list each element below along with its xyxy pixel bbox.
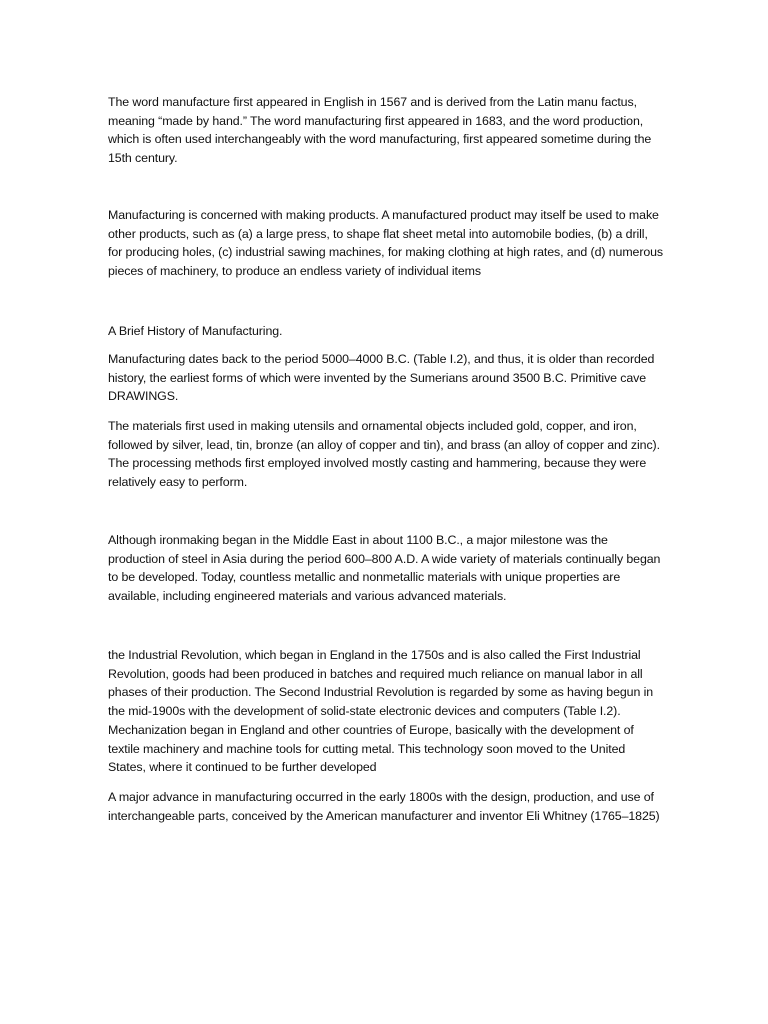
paragraph-early-materials: The materials first used in making utensils and ornamental objects included gold, copper, and iron, followed by silver, lead, tin, bronze (an alloy of copper and tin), and brass (an alloy of copper and zinc). The processing methods first employed involved mostly casting and hammering, because they were relatively easy to perform.	[108, 419, 660, 490]
paragraph-interchangeable-parts: A major advance in manufacturing occurred in the early 1800s with the design, production, and use of interchangeable parts, conceived by the American manufacturer and inventor Eli Whitney (1765–1825)	[108, 790, 660, 823]
section-heading-history: A Brief History of Manufacturing.	[108, 324, 283, 338]
paragraph-industrial-revolution: the Industrial Revolution, which began in England in the 1750s and is also called the First Industrial Revolution, goods had been produced in batches and required much reliance on manual labor in all phases of their production. The Second Industrial Revolution is regarded by some as having begun in the mid-1900s with the development of solid-state electronic devices and computers (Table I.2). Mechanization began in England and other countries of Europe, basically with the development of textile machinery and machine tools for cutting metal. This technology soon moved to the United States, where it continued to be further developed	[108, 648, 654, 775]
paragraph-ironmaking: Although ironmaking began in the Middle East in about 1100 B.C., a major milestone was the production of steel in Asia during the period 600–800 A.D. A wide variety of materials continually began to be developed. Today, countless metallic and nonmetallic materials with unique properties are available, including engineered materials and various advanced materials.	[108, 533, 661, 604]
paragraph-manufacturing-definition: Manufacturing is concerned with making products. A manufactured product may itself be used to make other products, such as (a) a large press, to shape flat sheet metal into automobile bodies, (b) a drill, for producing holes, (c) industrial sawing machines, for making clothing at high rates, and (d) numerous pieces of machinery, to produce an endless variety of individual items	[108, 208, 664, 279]
paragraph-word-origin: The word manufacture first appeared in English in 1567 and is derived from the Latin manu factus, meaning “made by hand.” The word manufacturing first appeared in 1683, and the word production, which is often used interchangeably with the word manufacturing, first appeared sometime during the 15th century.	[108, 95, 652, 166]
paragraph-history-origins: Manufacturing dates back to the period 5000–4000 B.C. (Table I.2), and thus, it is older than recorded history, the earliest forms of which were invented by the Sumerians around 3500 B.C. Primitive cave DRAWINGS.	[108, 352, 655, 404]
